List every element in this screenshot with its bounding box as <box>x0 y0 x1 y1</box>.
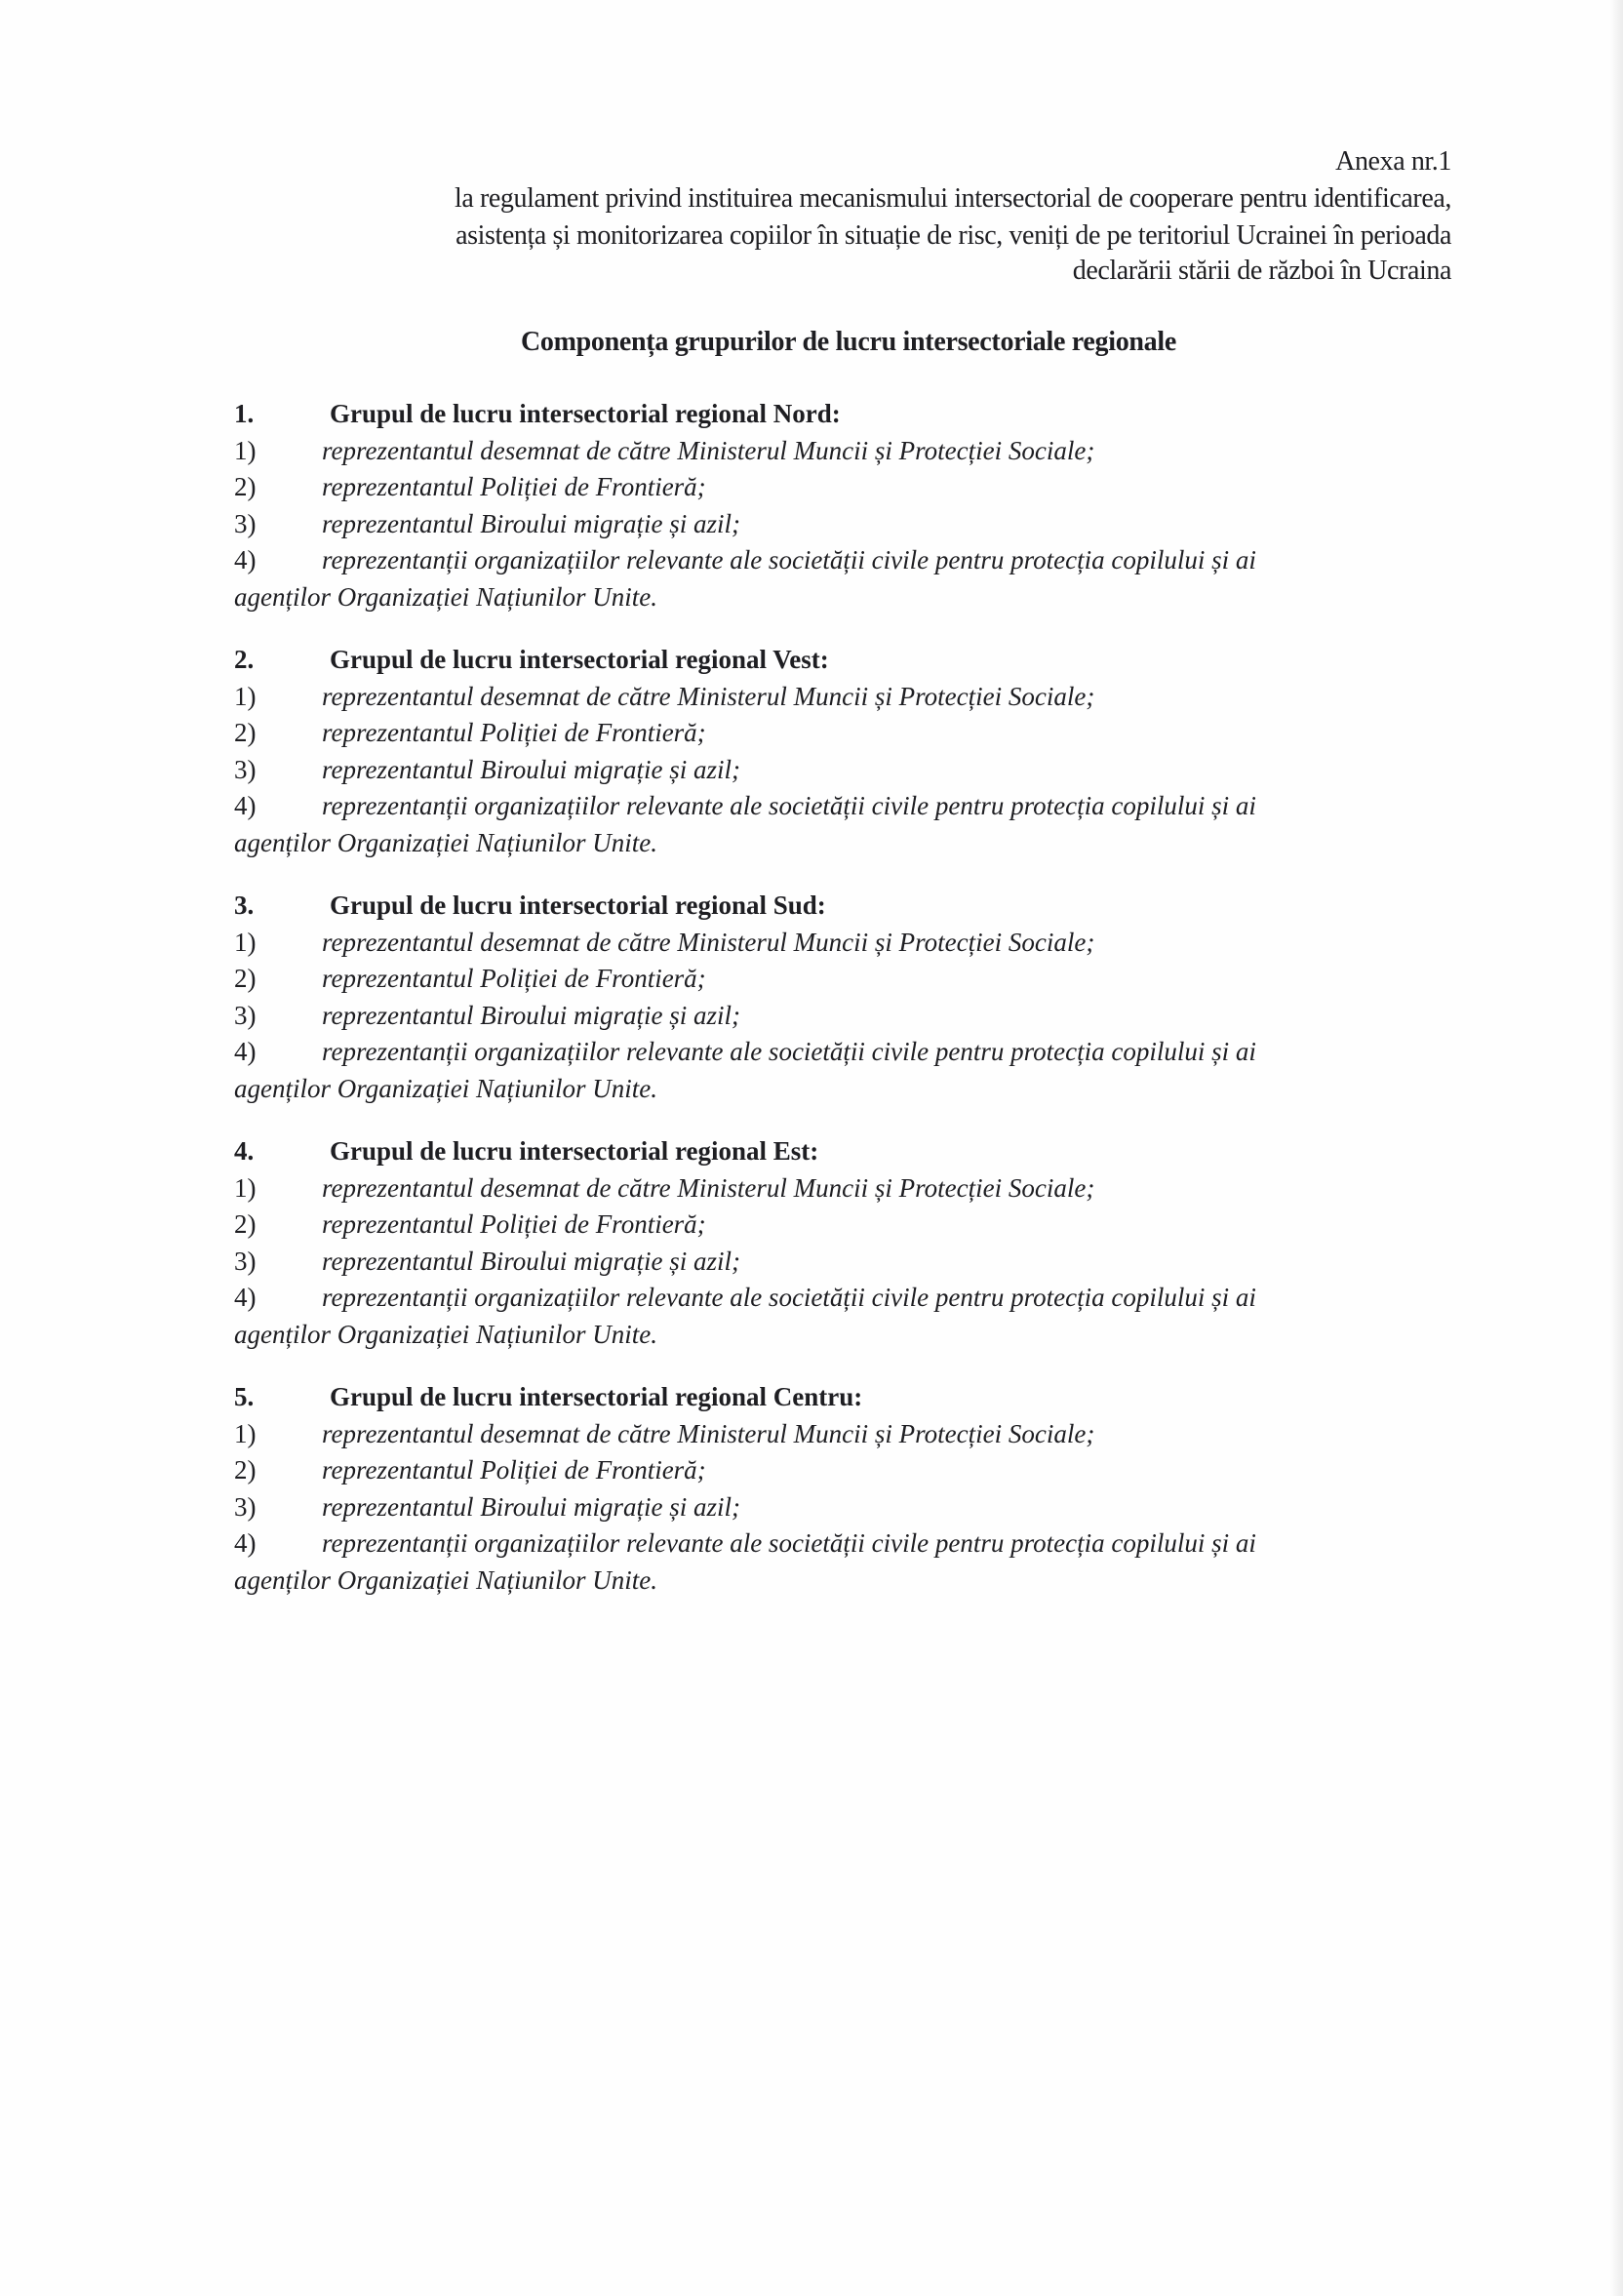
item-number: 2) <box>234 472 257 501</box>
item-number: 1) <box>234 927 257 957</box>
section-number: 3. <box>234 891 255 920</box>
list-item <box>234 506 1453 543</box>
item-number: 3) <box>234 1000 257 1030</box>
item-text: reprezentantul desemnat de către Ministerul Muncii și Protecției Sociale; <box>322 1172 1095 1203</box>
item-text: reprezentantul Biroului migrație și azil; <box>322 1491 740 1522</box>
section-heading-text: Grupul de lucru intersectorial regional Nord: <box>330 399 841 428</box>
annex-subtitle-line-2: asistența și monitorizarea copiilor în situație de risc, veniți de pe teritoriul Ucrainei în perioada <box>455 220 1451 251</box>
item-continuation: agenților Organizației Națiunilor Unite. <box>234 581 658 612</box>
section-heading-text: Grupul de lucru intersectorial regional Sud: <box>330 891 826 920</box>
list-item <box>234 1452 1453 1489</box>
item-number: 1) <box>234 1172 257 1203</box>
item-number: 1) <box>234 681 257 711</box>
section-number: 1. <box>234 399 255 428</box>
annex-subtitle-line-1: la regulament privind instituirea mecanismului intersectorial de cooperare pentru identificarea, <box>454 183 1451 214</box>
section-1 <box>234 396 1453 615</box>
item-number: 3) <box>234 754 257 784</box>
item-continuation: agenților Organizației Națiunilor Unite. <box>234 1073 658 1103</box>
list-item <box>234 1525 1453 1563</box>
item-text: reprezentantul Biroului migrație și azil; <box>322 1246 740 1276</box>
item-text: reprezentantul Biroului migrație și azil; <box>322 508 740 538</box>
list-item <box>234 1207 1453 1244</box>
section-number: 2. <box>234 645 255 674</box>
list-item <box>234 469 1453 506</box>
item-number: 3) <box>234 1491 257 1522</box>
list-item <box>234 925 1453 962</box>
annex-label: Anexa nr.1 <box>1335 146 1451 177</box>
list-item <box>234 752 1453 789</box>
item-text: reprezentantul Biroului migrație și azil; <box>322 1000 740 1030</box>
item-text: reprezentantul Biroului migrație și azil; <box>322 754 740 784</box>
item-continuation: agenților Organizației Națiunilor Unite. <box>234 827 658 857</box>
item-continuation: agenților Organizației Națiunilor Unite. <box>234 1564 658 1595</box>
item-number: 4) <box>234 791 257 820</box>
item-number: 3) <box>234 508 257 538</box>
section-number: 4. <box>234 1136 255 1166</box>
item-number: 2) <box>234 718 257 747</box>
item-text: reprezentantul desemnat de către Ministerul Muncii și Protecției Sociale; <box>322 1418 1095 1448</box>
item-text: reprezentantul Poliției de Frontieră; <box>322 718 706 747</box>
item-text: reprezentanții organizațiilor relevante ale societății civile pentru protecția copilului și ai <box>322 1283 1256 1312</box>
section-heading <box>234 1379 1453 1416</box>
item-number: 2) <box>234 1455 257 1484</box>
item-number: 1) <box>234 435 257 465</box>
item-text: reprezentantul desemnat de către Ministerul Muncii și Protecției Sociale; <box>322 927 1095 957</box>
item-text: reprezentanții organizațiilor relevante ale societății civile pentru protecția copilului și ai <box>322 545 1256 574</box>
list-item <box>234 542 1453 579</box>
item-number: 4) <box>234 1528 257 1558</box>
item-text: reprezentantul Poliției de Frontieră; <box>322 964 706 993</box>
item-number: 2) <box>234 964 257 993</box>
section-heading-text: Grupul de lucru intersectorial regional Est: <box>330 1136 819 1166</box>
item-text: reprezentantul Poliției de Frontieră; <box>322 472 706 501</box>
item-number: 4) <box>234 1283 257 1312</box>
list-item <box>234 1416 1453 1453</box>
item-number: 2) <box>234 1209 257 1239</box>
list-item <box>234 1489 1453 1526</box>
item-text: reprezentantul Poliției de Frontieră; <box>322 1209 706 1239</box>
list-item <box>234 1244 1453 1281</box>
item-text: reprezentantul Poliției de Frontieră; <box>322 1455 706 1484</box>
list-item <box>234 715 1453 752</box>
section-heading-text: Grupul de lucru intersectorial regional Centru: <box>330 1382 863 1411</box>
item-text: reprezentantul desemnat de către Ministerul Muncii și Protecției Sociale; <box>322 681 1095 711</box>
section-5 <box>234 1379 1453 1599</box>
list-item <box>234 1034 1453 1071</box>
section-heading <box>234 642 1453 679</box>
list-item <box>234 961 1453 998</box>
item-continuation: agenților Organizației Națiunilor Unite. <box>234 1319 658 1349</box>
section-heading <box>234 1133 1453 1170</box>
list-item <box>234 1170 1453 1207</box>
list-item <box>234 679 1453 716</box>
item-number: 4) <box>234 545 257 574</box>
item-text: reprezentantul desemnat de către Ministerul Muncii și Protecției Sociale; <box>322 435 1095 465</box>
item-number: 3) <box>234 1246 257 1276</box>
item-number: 1) <box>234 1418 257 1448</box>
annex-subtitle-line-3: declarării stării de război în Ucraina <box>1072 256 1451 286</box>
list-item <box>234 788 1453 825</box>
section-2 <box>234 642 1453 861</box>
list-item <box>234 1280 1453 1317</box>
item-text: reprezentanții organizațiilor relevante ale societății civile pentru protecția copilului și ai <box>322 791 1256 820</box>
item-number: 4) <box>234 1037 257 1066</box>
document-title: Componența grupurilor de lucru intersectoriale regionale <box>521 327 1176 357</box>
list-item <box>234 433 1453 470</box>
list-item <box>234 998 1453 1035</box>
item-text: reprezentanții organizațiilor relevante ale societății civile pentru protecția copilului și ai <box>322 1037 1256 1066</box>
section-heading <box>234 888 1453 925</box>
section-number: 5. <box>234 1382 255 1411</box>
section-4 <box>234 1133 1453 1353</box>
section-heading <box>234 396 1453 433</box>
section-heading-text: Grupul de lucru intersectorial regional Vest: <box>330 645 829 674</box>
section-3 <box>234 888 1453 1107</box>
item-text: reprezentanții organizațiilor relevante ale societății civile pentru protecția copilului și ai <box>322 1528 1256 1558</box>
